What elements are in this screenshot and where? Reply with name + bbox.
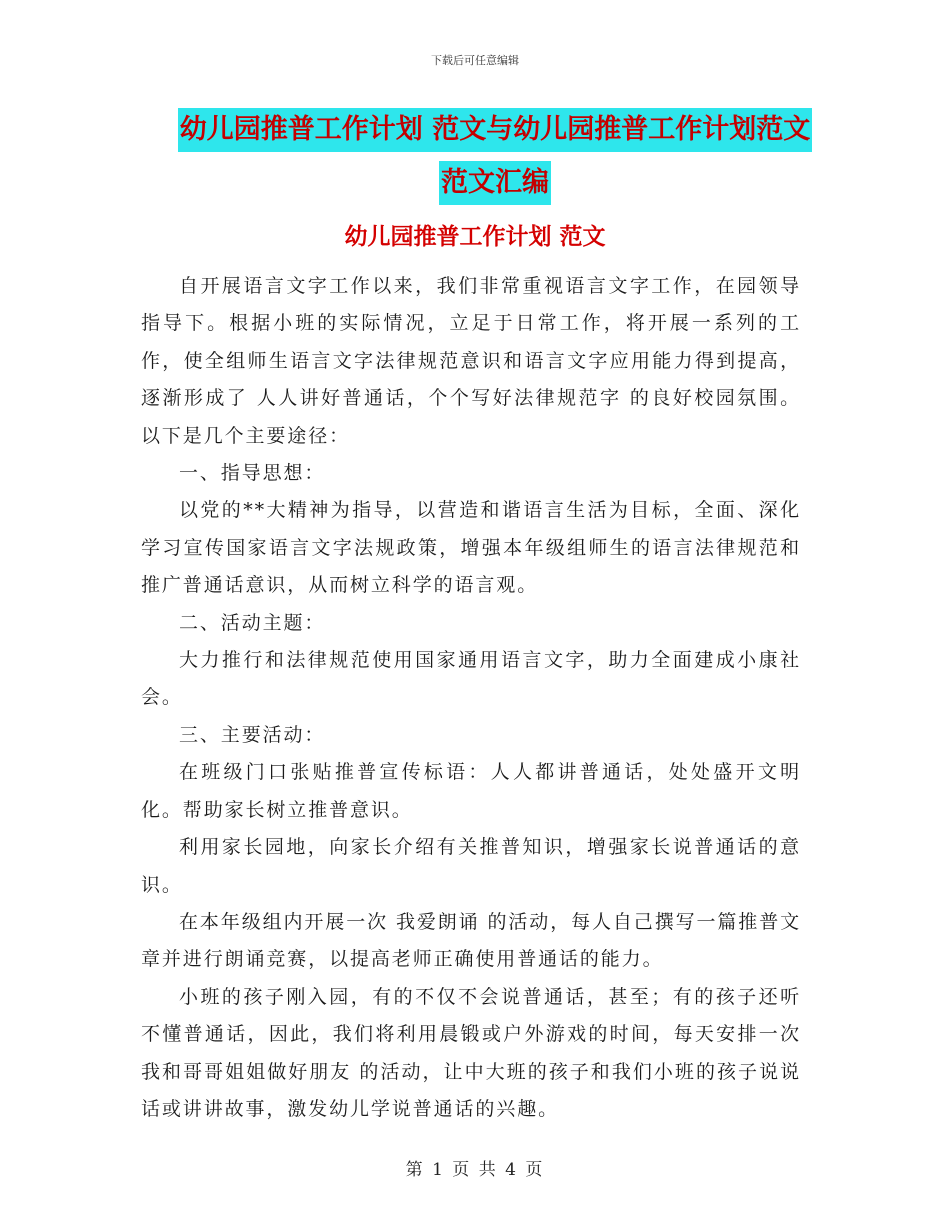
paragraph: 在本年级组内开展一次 我爱朗诵 的活动，每人自己撰写一篇推普文章并进行朗诵竞赛，以提高老师正确使用普通话的能力。 [141,910,801,971]
paragraph: 以党的**大精神为指导，以营造和谐语言生活为目标，全面、深化学习宣传国家语言文字法规政策，增强本年级组师生的语言法律规范和推广普通话意识，从而树立科学的语言观。 [141,499,801,597]
footer-prefix: 第 [405,1160,425,1180]
header-note: 下载后可任意编辑 [431,54,519,67]
paragraph: 小班的孩子刚入园，有的不仅不会说普通话，甚至；有的孩子还听不懂普通话，因此，我们将利用晨锻或户外游戏的时间，每天安排一次 我和哥哥姐姐做好朋友 的活动，让中大班的孩子和我们小班的孩子说说话或讲讲故事，激发幼儿学说普通话的兴趣。 [141,985,801,1120]
paragraph: 大力推行和法律规范使用国家通用语言文字，助力全面建成小康社会。 [141,649,801,709]
document-title [140,108,850,205]
document-body [141,268,801,1128]
document-title-line-1: 幼儿园推普工作计划 范文与幼儿园推普工作计划范文 [178,108,812,152]
document-title-line-2: 范文汇编 [439,161,551,205]
heading-activity-theme: 二、活动主题： [179,611,326,634]
page-footer [0,1155,950,1180]
heading-main-activities: 三、主要活动： [179,723,326,746]
footer-middle: 页 共 [452,1160,498,1180]
section-title: 幼儿园推普工作计划 范文 [344,224,606,250]
paragraph: 在班级门口张贴推普宣传标语：人人都讲普通话，处处盛开文明化。帮助家长树立推普意识。 [141,761,801,821]
heading-guiding-thought: 一、指导思想： [179,462,326,485]
paragraph: 自开展语言文字工作以来，我们非常重视语言文字工作，在园领导指导下。根据小班的实际情况，立足于日常工作，将开展一系列的工作，使全组师生语言文字法律规范意识和语言文字应用能力得到提高，逐渐形成了 人人讲好普通话，个个写好法律规范字 的良好校园氛围。以下是几个主要途径： [141,275,801,447]
footer-total-pages: 4 [505,1160,518,1180]
paragraph: 利用家长园地，向家长介绍有关推普知识，增强家长说普通话的意识。 [141,836,801,896]
footer-page-number: 1 [432,1160,445,1180]
footer-suffix: 页 [525,1160,545,1180]
